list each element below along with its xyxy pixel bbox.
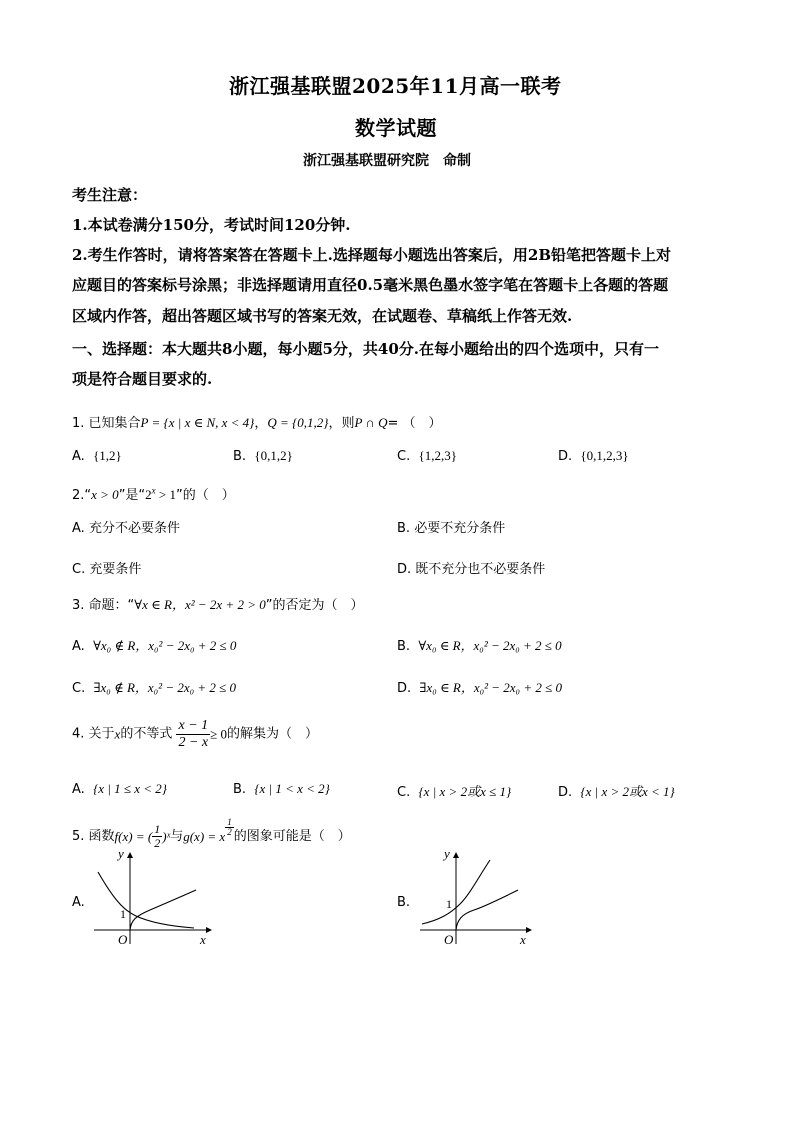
option-label: B. [233,449,247,464]
q4-denominator: 2 − x [178,735,209,750]
q3-statement: ∀x ∈ R，x² − 2x + 2 > 0 [134,597,266,612]
x-axis-arrow-icon [206,927,212,933]
q5-f-exp: )ˣ [162,828,171,844]
option-label: C. [397,449,411,464]
q2-tail: ”的（ ） [176,488,235,503]
option-label: C. [72,681,86,696]
option-text: ∀x₀ ∉ R，x₀² − 2x₀ + 2 ≤ 0 [93,638,237,653]
q3-prefix: 3. 命题：“ [72,598,135,613]
q5-tail: 的图象可能是（ ） [233,828,351,844]
option-label: A. [72,782,85,797]
q2-option-c [72,558,141,577]
option-text: {x | x > 2或x < 1} [580,784,675,799]
q2-cond-2-base: 2 [145,487,152,502]
option-text: ∃x₀ ∈ R，x₀² − 2x₀ + 2 ≤ 0 [419,680,562,695]
origin-label: O [118,932,128,947]
notice-heading: 考生注意： [72,186,148,204]
q3-option-c [72,677,236,696]
q2-mid: ”是“ [118,488,146,503]
q4-tail: 的解集为（ ） [227,726,319,742]
q3-option-d [397,677,562,696]
q3-option-a [72,635,236,654]
question-5-stem [72,818,351,850]
q4-option-d [558,781,675,800]
q2-cond-1: x > 0 [91,487,119,502]
q4-numerator: x − 1 [178,718,209,733]
q4-inequality: ≥ 0 [210,726,228,742]
q4-option-c [397,781,511,800]
q5-g-def: g(x) = x [183,828,226,844]
origin-label: O [444,932,454,947]
q1-option-a [72,448,122,464]
q1-option-d [558,448,629,464]
q4-fraction [176,718,210,751]
question-4-stem [72,718,318,751]
q1-set-p: P = {x | x ∈ N, x < 4} [140,415,255,430]
y-label: y [118,848,124,861]
q4-mid: 的不等式 [120,726,173,742]
q1-option-c [397,448,457,464]
question-3-stem [72,594,363,613]
q5-g-num: 1 [227,817,232,827]
curve-power [456,890,518,930]
option-text: {1,2,3} [418,448,457,463]
option-text: {0,1,2,3} [580,448,629,463]
q5-f-num: 1 [154,822,161,837]
q4-variable: x [114,726,121,742]
x-label: x [520,932,526,947]
q4-option-b [233,781,330,797]
notice-item-2-line-2: 应题目的答案标号涂黑；非选择题请用直径0.5毫米黑色墨水签字笔在答题卡上各题的答题 [72,276,669,294]
q5-graph-b [414,848,544,948]
q5-f-den: 2 [154,836,161,851]
option-text: 既不充分也不必要条件 [415,562,546,577]
q1-expr: P ∩ Q [354,415,388,430]
option-label: C. [72,562,86,577]
question-1-stem [72,412,441,431]
option-label: A. [72,521,85,536]
option-label: D. [558,449,573,464]
option-label: B. [397,521,411,536]
q5-g-exponent [225,818,234,837]
q1-prefix: 1. 已知集合 [72,416,141,431]
option-text: {1,2} [93,448,122,463]
q1-mid: ，则 [328,416,355,431]
q2-cond-2-exp: x [151,485,156,496]
section-1-heading-line-1: 一、选择题：本大题共8小题，每小题5分，共40分.在每小题给出的四个选项中，只有一 [72,340,659,358]
option-label: D. [397,562,412,577]
exam-issuer: 浙江强基联盟研究院 命制 [303,153,471,169]
q5-option-a-label: A. [72,895,85,910]
q5-f-fraction [152,823,162,850]
question-2-stem [72,484,235,503]
q5-mid: 与 [170,828,184,844]
section-1-heading-line-2: 项是符合题目要求的. [72,370,213,388]
one-label: 1 [446,897,452,911]
q2-option-b [397,517,505,536]
exam-title: 浙江强基联盟2025年11月高一联考 [229,74,562,98]
q5-option-b-label: B. [397,895,411,910]
option-text: 充要条件 [89,562,142,577]
option-label: D. [558,785,573,800]
option-text: 必要不充分条件 [414,521,506,536]
q5-prefix: 5. 函数 [72,828,115,844]
notice-item-2-line-3: 区域内作答，超出答题区域书写的答案无效，在试题卷、草稿纸上作答无效. [72,307,573,325]
option-text: {0,1,2} [254,448,293,463]
notice-item-1: 1.本试卷满分150分，考试时间120分钟. [72,216,351,234]
notice-item-2-line-1: 2.考生作答时，请将答案答在答题卡上.选择题每小题选出答案后，用2B铅笔把答题卡上对 [72,246,672,264]
q5-f-def: f(x) = ( [114,828,153,844]
one-label: 1 [120,907,126,921]
q5-graph-a [88,848,218,948]
curve-exponential [98,872,194,928]
option-text: {x | 1 ≤ x < 2} [93,781,167,796]
q2-cond-2-rest: > 1 [155,487,177,502]
q1-option-b [233,448,293,464]
q2-option-a [72,517,180,536]
y-axis-arrow-icon [453,852,459,858]
x-label: x [200,932,206,947]
q2-option-d [397,558,545,577]
option-label: C. [397,785,411,800]
q2-prefix: 2.“ [72,488,92,503]
option-label: A. [72,449,85,464]
y-axis-arrow-icon [127,852,133,858]
q4-option-a [72,781,167,797]
q1-tail: = （ ） [387,416,442,431]
x-axis-arrow-icon [526,927,532,933]
option-text: {x | x > 2或x ≤ 1} [418,784,512,799]
option-label: D. [397,681,412,696]
option-label: B. [397,639,411,654]
exam-subtitle: 数学试题 [355,116,437,140]
q1-separator: ， [254,416,268,431]
q5-g-den: 2 [227,827,232,837]
option-label: A. [72,639,85,654]
q4-prefix: 4. 关于 [72,726,115,742]
q3-tail: ”的否定为（ ） [265,598,364,613]
option-text: ∃x₀ ∉ R，x₀² − 2x₀ + 2 ≤ 0 [93,680,237,695]
option-text: 充分不必要条件 [88,521,180,536]
option-text: {x | 1 < x < 2} [254,781,330,796]
q3-option-b [397,635,562,654]
q1-set-q: Q = {0,1,2} [267,415,329,430]
option-text: ∀x₀ ∈ R，x₀² − 2x₀ + 2 ≤ 0 [418,638,562,653]
option-label: B. [233,782,247,797]
y-label: y [444,848,450,861]
